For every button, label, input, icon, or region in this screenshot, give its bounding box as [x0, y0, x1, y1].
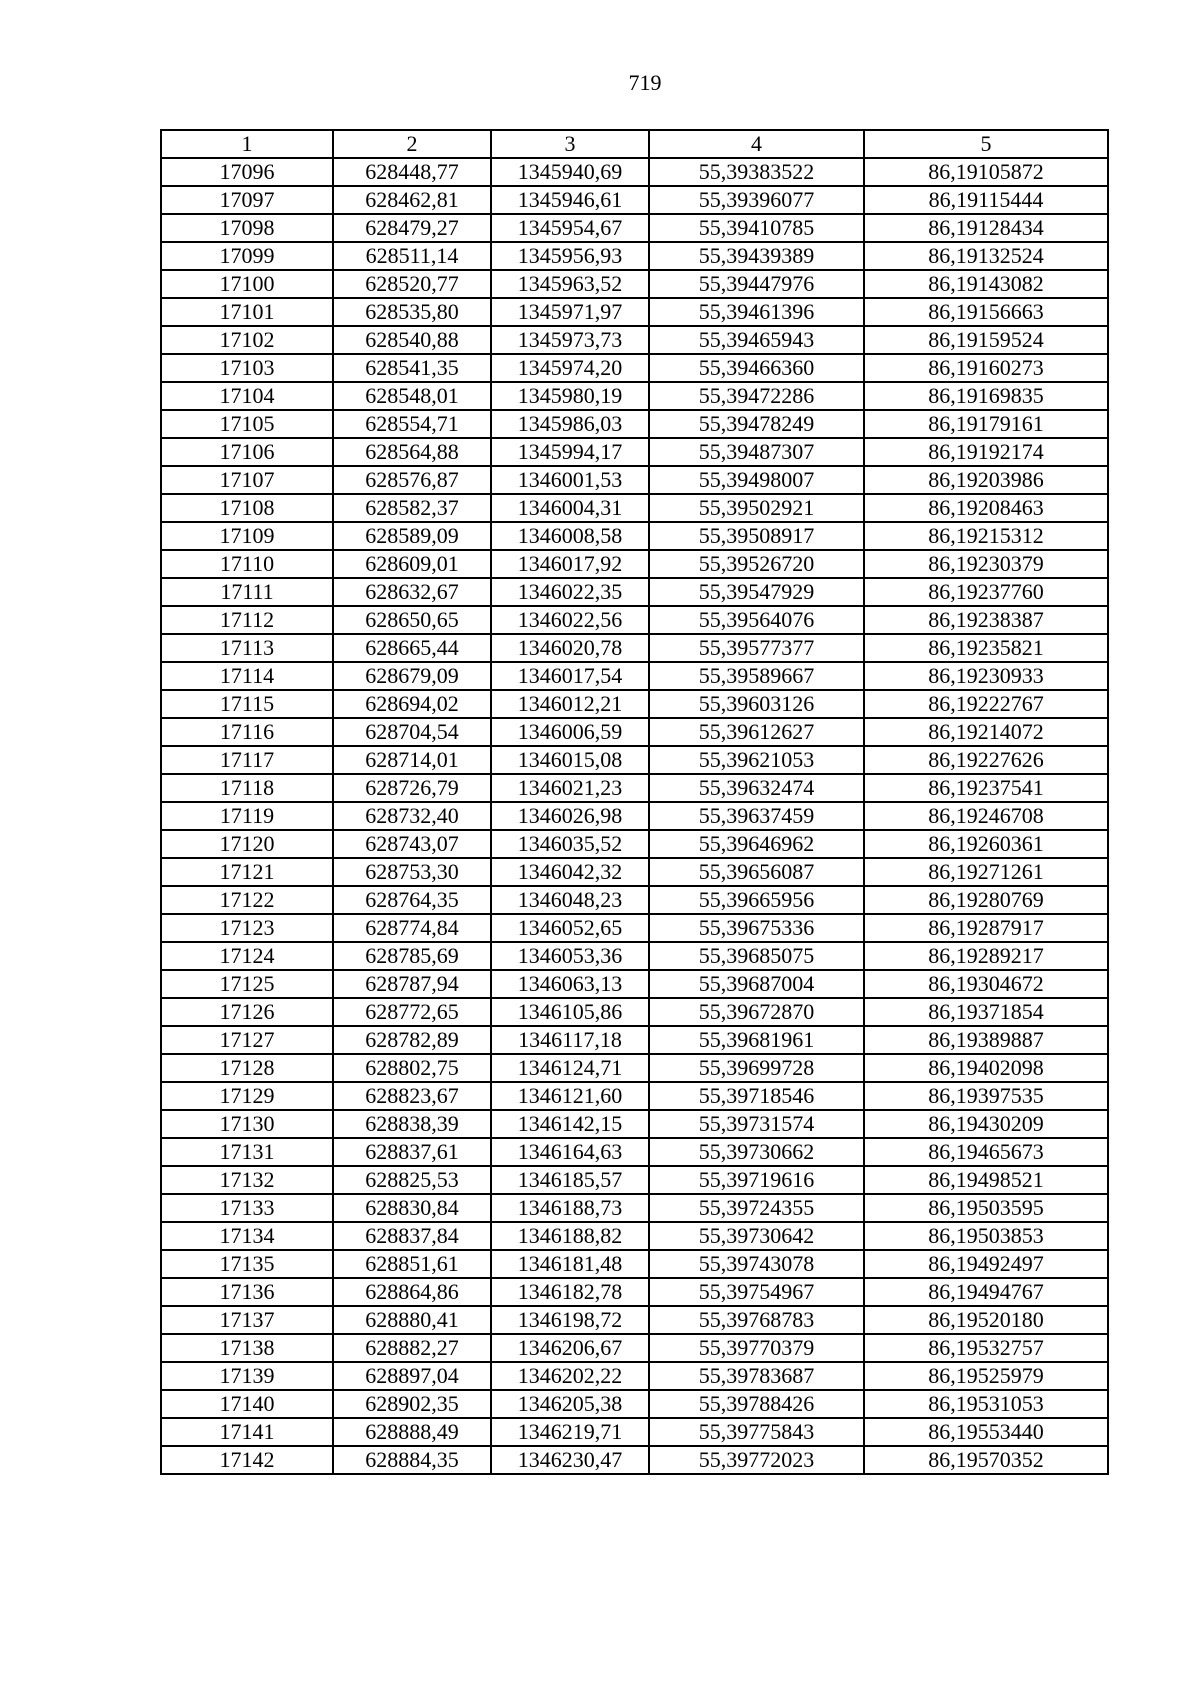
table-cell: 17101	[161, 298, 333, 326]
table-cell: 55,39768783	[649, 1306, 864, 1334]
table-cell: 86,19169835	[864, 382, 1108, 410]
table-cell: 1346117,18	[491, 1026, 649, 1054]
table-cell: 17117	[161, 746, 333, 774]
table-cell: 628772,65	[333, 998, 491, 1026]
table-cell: 86,19494767	[864, 1278, 1108, 1306]
table-row	[161, 1110, 1108, 1138]
table-row	[161, 1362, 1108, 1390]
table-row	[161, 718, 1108, 746]
table-cell: 55,39410785	[649, 214, 864, 242]
table-cell: 55,39526720	[649, 550, 864, 578]
table-row	[161, 746, 1108, 774]
table-row	[161, 1278, 1108, 1306]
table-cell: 628479,27	[333, 214, 491, 242]
table-cell: 86,19503853	[864, 1222, 1108, 1250]
table-cell: 55,39564076	[649, 606, 864, 634]
table-row	[161, 802, 1108, 830]
table-cell: 628564,88	[333, 438, 491, 466]
table-cell: 1345973,73	[491, 326, 649, 354]
table-cell: 86,19287917	[864, 914, 1108, 942]
table-row	[161, 942, 1108, 970]
table-cell: 55,39783687	[649, 1362, 864, 1390]
table-row	[161, 438, 1108, 466]
table-cell: 628830,84	[333, 1194, 491, 1222]
table-row	[161, 1222, 1108, 1250]
table-cell: 628732,40	[333, 802, 491, 830]
table-cell: 55,39730662	[649, 1138, 864, 1166]
table-cell: 1346042,32	[491, 858, 649, 886]
table-cell: 1345963,52	[491, 270, 649, 298]
table-cell: 55,39577377	[649, 634, 864, 662]
table-cell: 628704,54	[333, 718, 491, 746]
table-cell: 55,39672870	[649, 998, 864, 1026]
table-cell: 17125	[161, 970, 333, 998]
table-cell: 17131	[161, 1138, 333, 1166]
table-cell: 1346206,67	[491, 1334, 649, 1362]
table-row	[161, 886, 1108, 914]
table-row	[161, 998, 1108, 1026]
table-cell: 86,19215312	[864, 522, 1108, 550]
table-cell: 86,19402098	[864, 1054, 1108, 1082]
table-cell: 17139	[161, 1362, 333, 1390]
table-cell: 628582,37	[333, 494, 491, 522]
table-cell: 55,39472286	[649, 382, 864, 410]
table-cell: 17116	[161, 718, 333, 746]
table-cell: 55,39461396	[649, 298, 864, 326]
table-cell: 17115	[161, 690, 333, 718]
table-cell: 17102	[161, 326, 333, 354]
table-cell: 628632,67	[333, 578, 491, 606]
table-cell: 55,39685075	[649, 942, 864, 970]
table-cell: 86,19237760	[864, 578, 1108, 606]
table-cell: 1346035,52	[491, 830, 649, 858]
table-cell: 628520,77	[333, 270, 491, 298]
table-cell: 17105	[161, 410, 333, 438]
table-cell: 55,39754967	[649, 1278, 864, 1306]
table-cell: 86,19371854	[864, 998, 1108, 1026]
table-cell: 1346048,23	[491, 886, 649, 914]
table-cell: 17124	[161, 942, 333, 970]
table-cell: 55,39730642	[649, 1222, 864, 1250]
table-cell: 17142	[161, 1446, 333, 1474]
table-cell: 55,39681961	[649, 1026, 864, 1054]
table-cell: 628787,94	[333, 970, 491, 998]
table-cell: 628764,35	[333, 886, 491, 914]
table-cell: 55,39632474	[649, 774, 864, 802]
table-cell: 17103	[161, 354, 333, 382]
table-cell: 55,39719616	[649, 1166, 864, 1194]
table-cell: 1346185,57	[491, 1166, 649, 1194]
table-row	[161, 830, 1108, 858]
table-cell: 17126	[161, 998, 333, 1026]
table-cell: 1346202,22	[491, 1362, 649, 1390]
table-cell: 86,19235821	[864, 634, 1108, 662]
table-row	[161, 522, 1108, 550]
table-cell: 628882,27	[333, 1334, 491, 1362]
table-cell: 1346053,36	[491, 942, 649, 970]
table-cell: 628774,84	[333, 914, 491, 942]
table-cell: 17097	[161, 186, 333, 214]
table-row	[161, 1082, 1108, 1110]
table-cell: 628825,53	[333, 1166, 491, 1194]
table-row	[161, 858, 1108, 886]
table-cell: 17121	[161, 858, 333, 886]
table-cell: 628540,88	[333, 326, 491, 354]
table-cell: 86,19280769	[864, 886, 1108, 914]
table-cell: 17134	[161, 1222, 333, 1250]
table-cell: 86,19397535	[864, 1082, 1108, 1110]
table-cell: 86,19115444	[864, 186, 1108, 214]
table-row	[161, 214, 1108, 242]
table-cell: 628448,77	[333, 158, 491, 186]
table-cell: 628864,86	[333, 1278, 491, 1306]
table-cell: 1345956,93	[491, 242, 649, 270]
table-cell: 1345940,69	[491, 158, 649, 186]
table-cell: 17141	[161, 1418, 333, 1446]
table-row	[161, 298, 1108, 326]
table-cell: 1346004,31	[491, 494, 649, 522]
table-cell: 55,39589667	[649, 662, 864, 690]
table-cell: 86,19227626	[864, 746, 1108, 774]
table-cell: 17108	[161, 494, 333, 522]
table-cell: 1346022,35	[491, 578, 649, 606]
table-body	[161, 158, 1108, 1474]
table-cell: 1346026,98	[491, 802, 649, 830]
table-row	[161, 382, 1108, 410]
table-cell: 1345974,20	[491, 354, 649, 382]
table-cell: 86,19179161	[864, 410, 1108, 438]
table-cell: 86,19159524	[864, 326, 1108, 354]
table-cell: 1346020,78	[491, 634, 649, 662]
table-cell: 628851,61	[333, 1250, 491, 1278]
table-cell: 17118	[161, 774, 333, 802]
table-cell: 628823,67	[333, 1082, 491, 1110]
table-cell: 55,39502921	[649, 494, 864, 522]
table-cell: 17127	[161, 1026, 333, 1054]
table-cell: 628554,71	[333, 410, 491, 438]
table-cell: 1346219,71	[491, 1418, 649, 1446]
table-cell: 17107	[161, 466, 333, 494]
table-cell: 628888,49	[333, 1418, 491, 1446]
table-cell: 628753,30	[333, 858, 491, 886]
table-cell: 628679,09	[333, 662, 491, 690]
table-cell: 1346017,92	[491, 550, 649, 578]
table-cell: 55,39547929	[649, 578, 864, 606]
table-cell: 1345971,97	[491, 298, 649, 326]
table-cell: 17111	[161, 578, 333, 606]
table-cell: 55,39498007	[649, 466, 864, 494]
table-row	[161, 1054, 1108, 1082]
table-cell: 628511,14	[333, 242, 491, 270]
table-row	[161, 690, 1108, 718]
table-cell: 628535,80	[333, 298, 491, 326]
table-cell: 628548,01	[333, 382, 491, 410]
table-cell: 55,39508917	[649, 522, 864, 550]
table-cell: 1346124,71	[491, 1054, 649, 1082]
table-cell: 86,19192174	[864, 438, 1108, 466]
table-cell: 86,19203986	[864, 466, 1108, 494]
table-cell: 628837,61	[333, 1138, 491, 1166]
table-cell: 55,39770379	[649, 1334, 864, 1362]
table-cell: 55,39699728	[649, 1054, 864, 1082]
column-header: 4	[649, 130, 864, 158]
table-row	[161, 1026, 1108, 1054]
table-row	[161, 466, 1108, 494]
table-cell: 628665,44	[333, 634, 491, 662]
table-cell: 86,19525979	[864, 1362, 1108, 1390]
table-cell: 1346008,58	[491, 522, 649, 550]
table-cell: 17104	[161, 382, 333, 410]
table-cell: 1346230,47	[491, 1446, 649, 1474]
table-cell: 86,19389887	[864, 1026, 1108, 1054]
table-cell: 86,19289217	[864, 942, 1108, 970]
table-cell: 86,19214072	[864, 718, 1108, 746]
table-row	[161, 1390, 1108, 1418]
table-cell: 86,19222767	[864, 690, 1108, 718]
table-row	[161, 774, 1108, 802]
table-cell: 628838,39	[333, 1110, 491, 1138]
table-cell: 1345946,61	[491, 186, 649, 214]
table-cell: 17114	[161, 662, 333, 690]
table-cell: 55,39447976	[649, 270, 864, 298]
table-cell: 55,39743078	[649, 1250, 864, 1278]
table-row	[161, 550, 1108, 578]
table-cell: 17100	[161, 270, 333, 298]
table-cell: 86,19260361	[864, 830, 1108, 858]
table-cell: 628743,07	[333, 830, 491, 858]
table-cell: 628902,35	[333, 1390, 491, 1418]
table-cell: 55,39466360	[649, 354, 864, 382]
table-cell: 17106	[161, 438, 333, 466]
table-row	[161, 634, 1108, 662]
table-row	[161, 1138, 1108, 1166]
table-cell: 55,39612627	[649, 718, 864, 746]
table-row	[161, 1446, 1108, 1474]
table-cell: 17098	[161, 214, 333, 242]
table-cell: 628884,35	[333, 1446, 491, 1474]
table-cell: 628726,79	[333, 774, 491, 802]
table-cell: 17137	[161, 1306, 333, 1334]
column-header: 2	[333, 130, 491, 158]
table-cell: 628462,81	[333, 186, 491, 214]
table-cell: 86,19531053	[864, 1390, 1108, 1418]
coordinates-table	[160, 129, 1109, 1475]
table-cell: 628541,35	[333, 354, 491, 382]
table-cell: 55,39675336	[649, 914, 864, 942]
table-cell: 1346198,72	[491, 1306, 649, 1334]
table-cell: 86,19503595	[864, 1194, 1108, 1222]
column-header: 3	[491, 130, 649, 158]
table-row	[161, 326, 1108, 354]
table-row	[161, 354, 1108, 382]
table-cell: 17109	[161, 522, 333, 550]
table-row	[161, 1418, 1108, 1446]
table-cell: 86,19304672	[864, 970, 1108, 998]
table-cell: 86,19156663	[864, 298, 1108, 326]
table-cell: 55,39621053	[649, 746, 864, 774]
table-cell: 628782,89	[333, 1026, 491, 1054]
table-cell: 1346121,60	[491, 1082, 649, 1110]
table-cell: 55,39775843	[649, 1418, 864, 1446]
table-cell: 1346205,38	[491, 1390, 649, 1418]
table-cell: 86,19492497	[864, 1250, 1108, 1278]
table-cell: 55,39656087	[649, 858, 864, 886]
table-row	[161, 1250, 1108, 1278]
table-cell: 17096	[161, 158, 333, 186]
table-cell: 628576,87	[333, 466, 491, 494]
table-cell: 86,19128434	[864, 214, 1108, 242]
table-cell: 628785,69	[333, 942, 491, 970]
table-cell: 1346182,78	[491, 1278, 649, 1306]
table-cell: 628880,41	[333, 1306, 491, 1334]
table-cell: 17123	[161, 914, 333, 942]
table-cell: 1346164,63	[491, 1138, 649, 1166]
table-cell: 55,39439389	[649, 242, 864, 270]
table-cell: 55,39665956	[649, 886, 864, 914]
table-row	[161, 578, 1108, 606]
table-cell: 1345986,03	[491, 410, 649, 438]
table-cell: 628650,65	[333, 606, 491, 634]
table-cell: 55,39724355	[649, 1194, 864, 1222]
table-cell: 86,19105872	[864, 158, 1108, 186]
table-cell: 86,19208463	[864, 494, 1108, 522]
table-cell: 17135	[161, 1250, 333, 1278]
table-row	[161, 242, 1108, 270]
table-cell: 17129	[161, 1082, 333, 1110]
table-cell: 86,19465673	[864, 1138, 1108, 1166]
table-row	[161, 914, 1108, 942]
table-cell: 86,19532757	[864, 1334, 1108, 1362]
table-cell: 17140	[161, 1390, 333, 1418]
table-cell: 86,19160273	[864, 354, 1108, 382]
table-cell: 55,39646962	[649, 830, 864, 858]
table-cell: 1345954,67	[491, 214, 649, 242]
table-cell: 86,19246708	[864, 802, 1108, 830]
table-cell: 1346015,08	[491, 746, 649, 774]
column-header: 1	[161, 130, 333, 158]
table-cell: 55,39603126	[649, 690, 864, 718]
table-cell: 55,39772023	[649, 1446, 864, 1474]
table-cell: 628897,04	[333, 1362, 491, 1390]
table-cell: 628589,09	[333, 522, 491, 550]
table-cell: 1346001,53	[491, 466, 649, 494]
table-cell: 1345994,17	[491, 438, 649, 466]
table-cell: 86,19570352	[864, 1446, 1108, 1474]
table-cell: 628837,84	[333, 1222, 491, 1250]
table-cell: 86,19230933	[864, 662, 1108, 690]
table-cell: 55,39718546	[649, 1082, 864, 1110]
table-cell: 1346181,48	[491, 1250, 649, 1278]
table-row	[161, 662, 1108, 690]
table-cell: 628802,75	[333, 1054, 491, 1082]
table-row	[161, 1306, 1108, 1334]
table-cell: 1346021,23	[491, 774, 649, 802]
table-cell: 1346188,82	[491, 1222, 649, 1250]
table-cell: 628694,02	[333, 690, 491, 718]
table-cell: 17128	[161, 1054, 333, 1082]
table-cell: 86,19430209	[864, 1110, 1108, 1138]
table-cell: 1346188,73	[491, 1194, 649, 1222]
table-cell: 17099	[161, 242, 333, 270]
table-cell: 628609,01	[333, 550, 491, 578]
table-row	[161, 186, 1108, 214]
table-cell: 1346017,54	[491, 662, 649, 690]
table-cell: 17112	[161, 606, 333, 634]
table-cell: 86,19520180	[864, 1306, 1108, 1334]
page-number: 719	[628, 70, 662, 95]
table-cell: 17133	[161, 1194, 333, 1222]
table-cell: 86,19498521	[864, 1166, 1108, 1194]
table-cell: 17136	[161, 1278, 333, 1306]
table-cell: 55,39788426	[649, 1390, 864, 1418]
table-row	[161, 970, 1108, 998]
table-row	[161, 1166, 1108, 1194]
table-cell: 86,19271261	[864, 858, 1108, 886]
table-cell: 17113	[161, 634, 333, 662]
table-cell: 1346063,13	[491, 970, 649, 998]
table-row	[161, 1194, 1108, 1222]
table-row	[161, 410, 1108, 438]
table-cell: 86,19230379	[864, 550, 1108, 578]
column-header: 5	[864, 130, 1108, 158]
table-cell: 1346142,15	[491, 1110, 649, 1138]
table-header	[161, 130, 1108, 158]
table-cell: 1345980,19	[491, 382, 649, 410]
table-cell: 86,19132524	[864, 242, 1108, 270]
table-cell: 55,39383522	[649, 158, 864, 186]
table-row	[161, 606, 1108, 634]
table-cell: 1346022,56	[491, 606, 649, 634]
table-cell: 86,19238387	[864, 606, 1108, 634]
table-cell: 55,39465943	[649, 326, 864, 354]
table-cell: 86,19237541	[864, 774, 1108, 802]
table-cell: 55,39731574	[649, 1110, 864, 1138]
header-row	[161, 130, 1108, 158]
table-row	[161, 158, 1108, 186]
table-row	[161, 1334, 1108, 1362]
table-row	[161, 494, 1108, 522]
table-cell: 55,39396077	[649, 186, 864, 214]
table-cell: 1346105,86	[491, 998, 649, 1026]
table-cell: 17110	[161, 550, 333, 578]
table-cell: 17138	[161, 1334, 333, 1362]
table-row	[161, 270, 1108, 298]
table-cell: 17132	[161, 1166, 333, 1194]
table-cell: 1346052,65	[491, 914, 649, 942]
table-cell: 1346006,59	[491, 718, 649, 746]
table-cell: 17120	[161, 830, 333, 858]
table-cell: 55,39637459	[649, 802, 864, 830]
table-cell: 55,39487307	[649, 438, 864, 466]
table-cell: 55,39478249	[649, 410, 864, 438]
table-cell: 17119	[161, 802, 333, 830]
table-cell: 55,39687004	[649, 970, 864, 998]
table-cell: 1346012,21	[491, 690, 649, 718]
table-cell: 86,19553440	[864, 1418, 1108, 1446]
table-cell: 17130	[161, 1110, 333, 1138]
table-cell: 86,19143082	[864, 270, 1108, 298]
table-cell: 628714,01	[333, 746, 491, 774]
table-cell: 17122	[161, 886, 333, 914]
